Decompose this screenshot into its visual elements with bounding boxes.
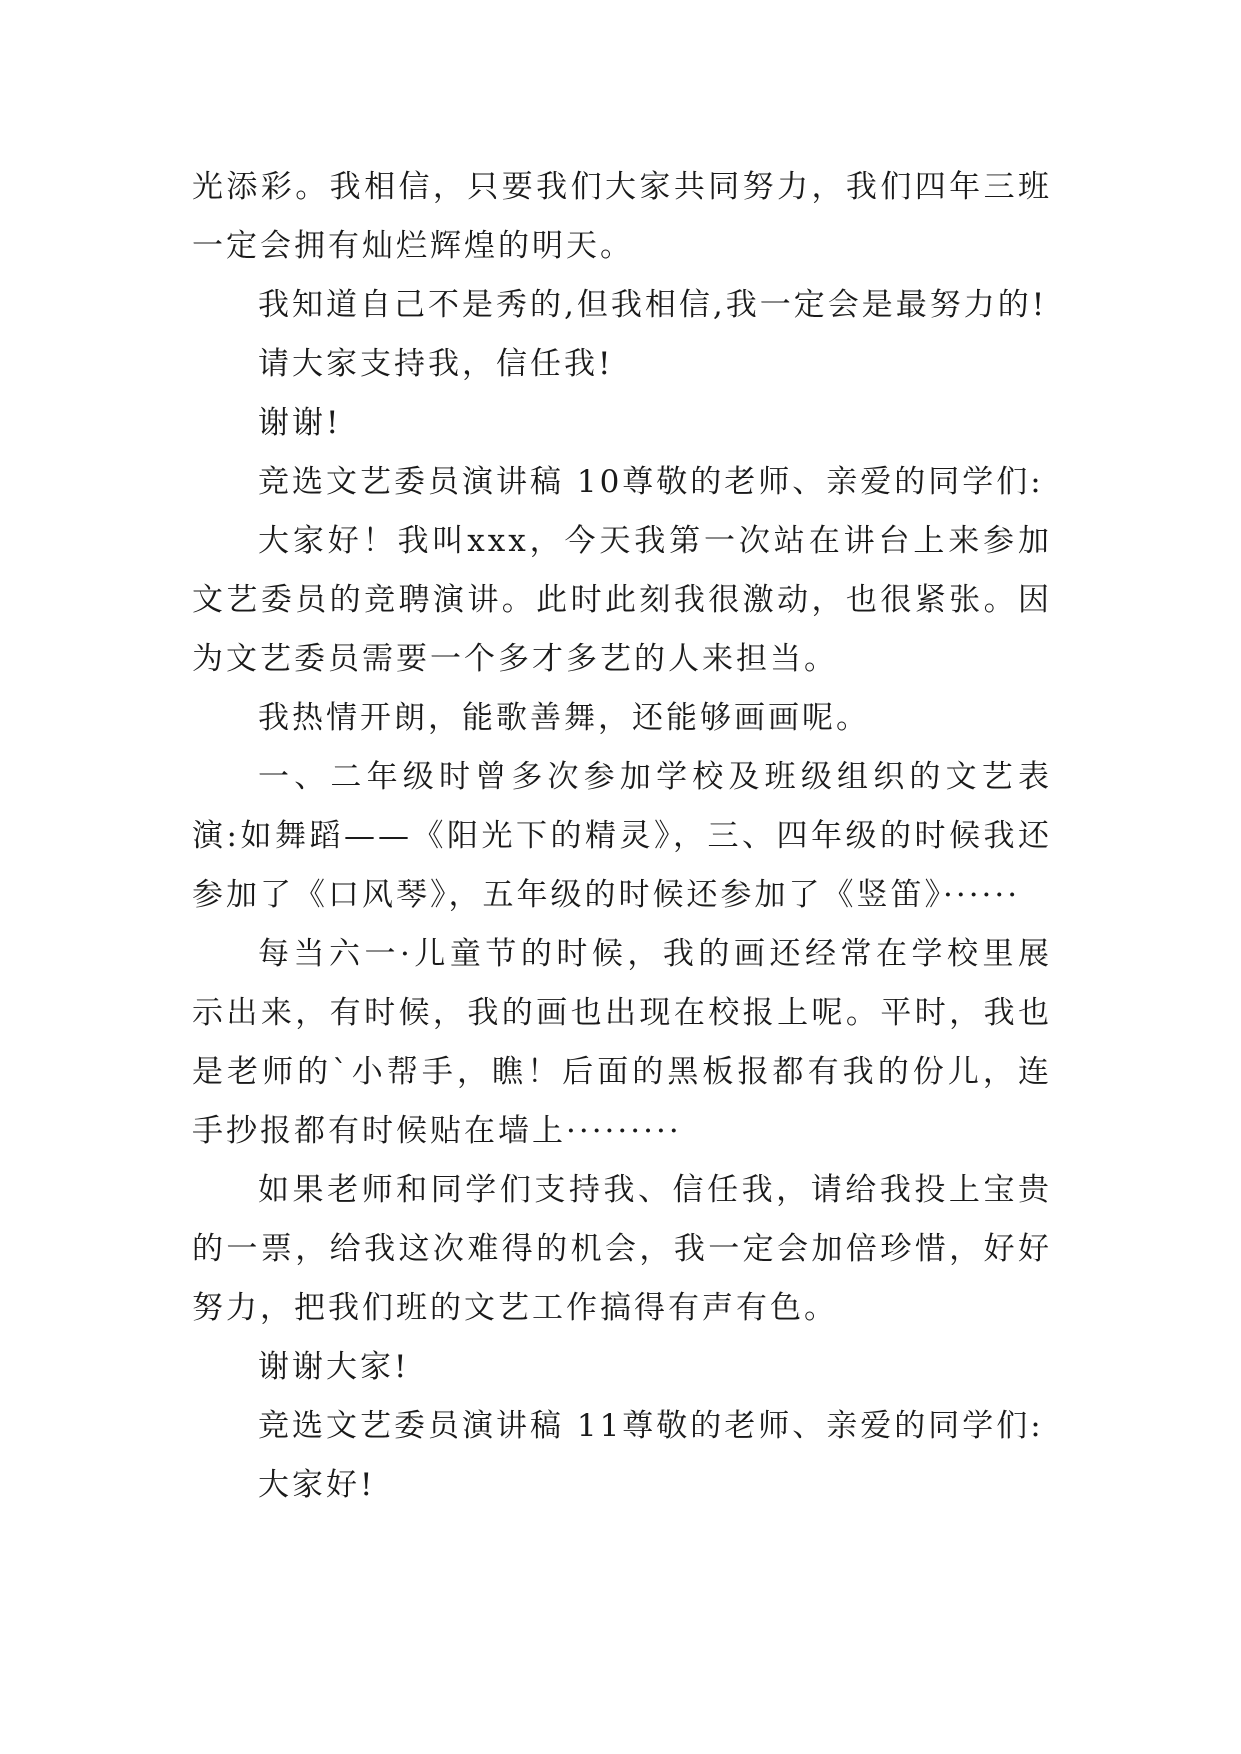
paragraph: 如果老师和同学们支持我、信任我，请给我投上宝贵的一票，给我这次难得的机会，我一定会加倍珍惜，好好努力，把我们班的文艺工作搞得有声有色。: [192, 1172, 1052, 1326]
paragraph: 我知道自己不是秀的,但我相信,我一定会是最努力的!: [258, 287, 1048, 323]
paragraph: 我热情开朗，能歌善舞，还能够画画呢。: [258, 700, 870, 736]
paragraph: 大家好!: [258, 1467, 376, 1503]
section-heading: 竞选文艺委员演讲稿 10尊敬的老师、亲爱的同学们:: [258, 464, 1044, 500]
paragraph: 请大家支持我，信任我!: [258, 346, 614, 382]
paragraph: 每当六一·儿童节的时候，我的画还经常在学校里展示出来，有时候，我的画也出现在校报上呢。平时，我也是老师的`小帮手，瞧！后面的黑板报都有我的份儿，连手抄报都有时候贴在墙上·········: [192, 936, 1052, 1149]
paragraph: 谢谢大家!: [258, 1349, 410, 1385]
section-heading: 竞选文艺委员演讲稿 11尊敬的老师、亲爱的同学们:: [258, 1408, 1044, 1444]
document-body: [192, 158, 1052, 1515]
paragraph: 谢谢!: [258, 405, 342, 441]
paragraph: 光添彩。我相信，只要我们大家共同努力，我们四年三班一定会拥有灿烂辉煌的明天。: [192, 169, 1052, 264]
paragraph: 一、二年级时曾多次参加学校及班级组织的文艺表演:如舞蹈——《阳光下的精灵》，三、四年级的时候我还参加了《口风琴》，五年级的时候还参加了《竖笛》······: [192, 759, 1052, 913]
paragraph: 大家好！我叫xxx，今天我第一次站在讲台上来参加文艺委员的竞聘演讲。此时此刻我很激动，也很紧张。因为文艺委员需要一个多才多艺的人来担当。: [192, 523, 1052, 677]
